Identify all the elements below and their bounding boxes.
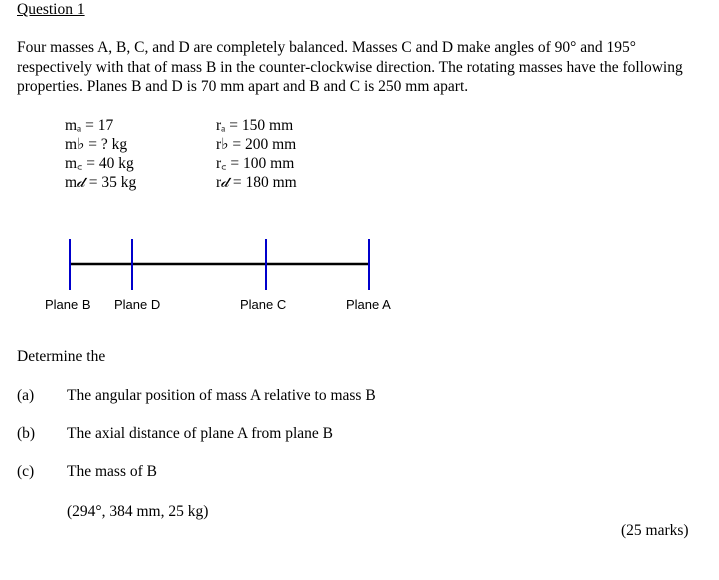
marks: (25 marks) — [621, 522, 689, 539]
task-c-text: The mass of B — [67, 463, 157, 480]
radius-b: r♭ = 200 mm — [216, 136, 297, 153]
radius-a: rₐ = 150 mm — [216, 117, 294, 134]
task-b-marker: (b) — [17, 425, 36, 442]
task-c-marker: (c) — [17, 463, 35, 480]
task-a-marker: (a) — [17, 387, 35, 404]
mass-a: mₐ = 17 — [65, 117, 114, 134]
question-title: Question 1 — [17, 1, 85, 18]
radius-c: r꜀ = 100 mm — [216, 155, 295, 172]
mass-d: m𝒹 = 35 kg — [65, 174, 137, 191]
mass-c: m꜀ = 40 kg — [65, 155, 134, 172]
plane-d-label: Plane D — [114, 297, 161, 312]
plane-b-label: Plane B — [45, 297, 91, 312]
task-a-text: The angular position of mass A relative to mass B — [67, 387, 376, 404]
answers: (294°, 384 mm, 25 kg) — [67, 503, 209, 520]
task-b-text: The axial distance of plane A from plane B — [67, 425, 333, 442]
radius-d: r𝒹 = 180 mm — [216, 174, 297, 191]
mass-b: m♭ = ? kg — [65, 136, 128, 153]
question-intro: Four masses A, B, C, and D are completely balanced. Masses C and D make angles of 90° and 195° respectively with that of mass B in the counter-clockwise direction. The rotating masses have the following properties. Planes B and D is 70 mm apart and B and C is 250 mm apart. — [17, 39, 683, 95]
determine-prompt: Determine the — [17, 348, 106, 365]
plane-a-label: Plane A — [346, 297, 391, 312]
plane-c-label: Plane C — [240, 297, 287, 312]
